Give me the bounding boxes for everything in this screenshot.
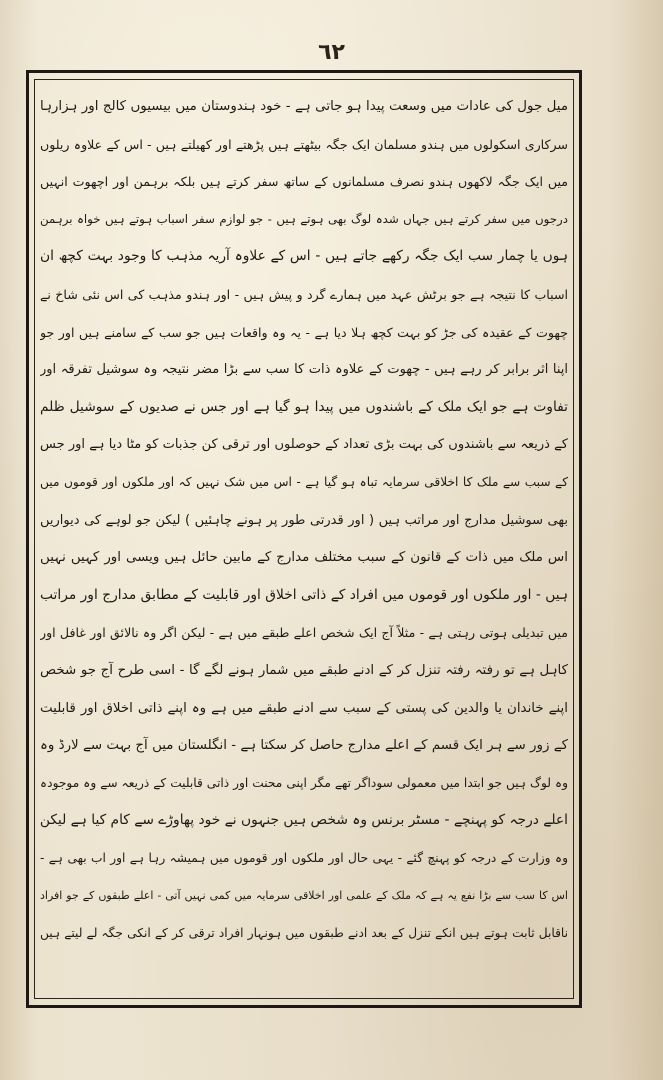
text-line: اسباب کا نتیجہ ہے جو برٹش عہد میں ہمارے گرد و پیش ہیں - اور ہندو مذہب کی اس نئی شاخ نے — [40, 286, 568, 302]
text-line: وہ وزارت کے درجہ کو پہنچ گئے - یہی حال اور ملکوں اور قوموں میں ہمیشہ رہا ہے اور اب بھی ہے - — [40, 850, 568, 865]
text-line: کاہل ہے تو رفتہ رفتہ تنزل کر کے ادنے طبقے میں شمار ہونے لگے گا - اسی طرح آج جو شخص — [40, 662, 568, 678]
text-line: اپنا اثر برابر کر رہے ہیں - چھوت کے علاوہ ذات کا سب سے بڑا مضر نتیجہ وہ سوشیل تفرقہ اور — [40, 362, 568, 378]
text-line: تفاوت ہے جو ایک ملک کے باشندوں میں پیدا ہو گیا ہے اور جس نے صدیوں کے سوشیل ظلم — [40, 398, 568, 415]
text-line: میل جول کی عادات میں وسعت پیدا ہو جاتی ہے - خود ہندوستان میں بیسیوں کالج اور ہزارہا — [40, 99, 568, 114]
text-line: ہیں - اور ملکوں اور قوموں میں افراد کے ذاتی اخلاق اور قابلیت کے مطابق مدارج اور مراتب — [40, 586, 568, 603]
text-line: میں تبدیلی ہوتی رہتی ہے - مثلاً آج ایک شخص اعلے طبقے میں ہے - لیکن اگر وہ نالائق اور غافل اور — [40, 625, 568, 641]
text-line: چھوت کے عقیدہ کی جڑ کو بہت کچھ ہلا دیا ہے - یہ وہ واقعات ہیں جو سب کے سامنے ہیں اور جو — [40, 324, 568, 340]
text-line: کے ذریعہ سے باشندوں کی بہت بڑی تعداد کے حوصلوں اور ترقی کن جذبات کو مٹا دیا ہے اور جس — [40, 437, 568, 453]
text-line: اس ملک میں ذات کے قانون کے سبب مختلف مدارج کے مابین حائل ہیں ویسی اور کہیں نہیں — [40, 550, 568, 566]
page-number: ٦٢ — [318, 40, 345, 65]
text-line: کے سبب سے ملک کا اخلاقی سرمایہ تباہ ہو گیا ہے - اس میں شک نہیں کہ اور ملکوں اور قوموں میں — [40, 474, 568, 489]
text-line: اپنے خاندان یا والدین کی پستی کے سبب سے ادنے طبقے میں ہے وہ اپنے ذاتی اخلاق اور قابلیت — [40, 700, 568, 716]
text-line: ناقابل ثابت ہوتے ہیں انکے تنزل کے بعد ادنے طبقوں میں ہونہار افراد ترقی کر کے انکی جگہ لے لیتے ہیں — [40, 926, 568, 941]
text-line: اعلے درجہ کو پہنچے - مسٹر برنس وہ شخص ہیں جنہوں نے خود پھاوڑے سے کام کیا ہے لیکن — [40, 812, 568, 829]
text-line: اس کا سب سے بڑا نفع یہ ہے کہ ملک کے علمی اور اخلاقی سرمایہ میں کمی نہیں آتی - اعلے طبقوں کے جو افراد — [40, 889, 568, 903]
text-line: بھی سوشیل مدارج اور مراتب ہیں ( اور قدرتی طور پر ہونے چاہئیں ) لیکن جو لوہے کی دیواریں — [40, 512, 568, 528]
text-line: وہ لوگ ہیں جو ابتدا میں معمولی سوداگر تھے مگر اپنی محنت اور ذاتی قابلیت کے ذریعہ سے وہ موجودہ — [40, 775, 568, 790]
text-line: میں ایک جگہ لاکھوں ہندو نصرف مسلمانوں کے ساتھ سفر کرتے ہیں بلکہ برہمن اور اچھوت انہیں — [40, 174, 568, 190]
text-line: درجوں میں سفر کرتے ہیں جہاں شدہ لوگ بھی ہوتے ہیں - جو لوازم سفر اسباب ہوتے ہیں خواہ برہمن — [40, 211, 568, 226]
text-line: کے زور سے ہر ایک قسم کے اعلے مدارج حاصل کر سکتا ہے - انگلستان میں آج بہت سے لارڈ وہ — [40, 738, 568, 754]
text-line: سرکاری اسکولوں میں ہندو مسلمان ایک جگہ بیٹھتے ہیں پڑھتے اور کھیلتے ہیں - اس کے علاوہ ریلوں — [40, 136, 568, 152]
text-line: ہوں یا چمار سب ایک جگہ رکھے جاتے ہیں - اس کے علاوہ آریہ مذہب کا وجود بہت کچھ ان — [40, 248, 568, 265]
body-text — [40, 88, 568, 992]
